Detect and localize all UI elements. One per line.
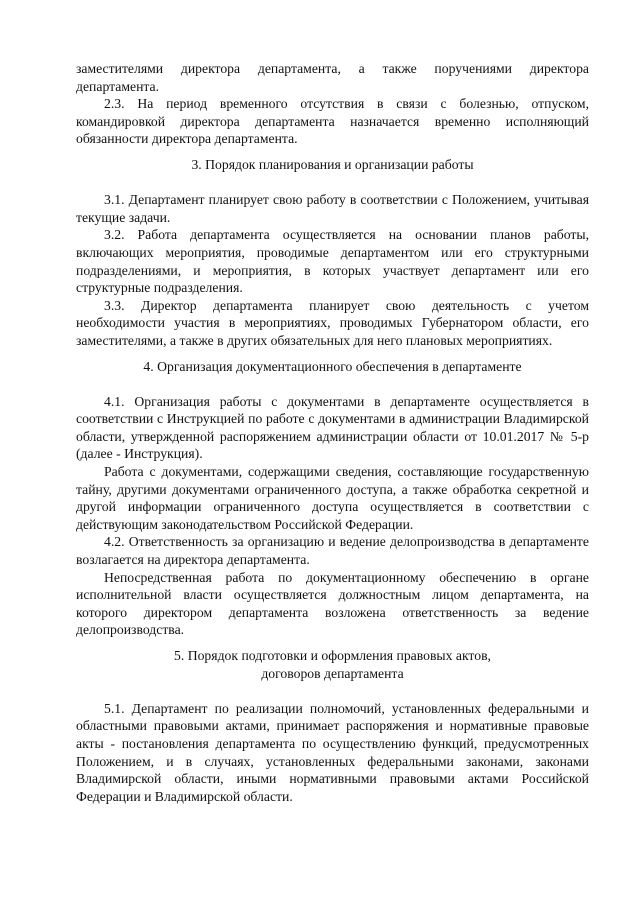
paragraph-3-2: 3.2. Работа департамента осуществляется на основании планов работы, включающих мероприятия, проводимые департаментом или его структурными подразделениями, и мероприятия, в которых участвует департамент или его структурные подразделения.	[76, 227, 589, 296]
spacer	[76, 682, 589, 700]
spacer	[76, 350, 589, 358]
paragraph-3-1: 3.1. Департамент планирует свою работу в соответствии с Положением, учитывая текущие задачи.	[76, 192, 589, 225]
spacer	[76, 148, 589, 156]
paragraph-4-2-responsible: Непосредственная работа по документационному обеспечению в органе исполнительной власти осуществляется должностным лицом департамента, на которого директором департамента возложена ответственность за ведение делопроизводства.	[76, 569, 589, 638]
spacer	[76, 375, 589, 393]
section-4-heading: 4. Организация документационного обеспечения в департаменте	[143, 358, 522, 374]
section-3-heading: 3. Порядок планирования и организации работы	[191, 156, 474, 172]
section-5-heading-line-1: 5. Порядок подготовки и оформления правовых актов,	[174, 648, 491, 663]
paragraph-2-3: 2.3. На период временного отсутствия в связи с болезнью, отпуском, командировкой директора департамента назначается временно исполняющий обязанности директора департамента.	[76, 96, 589, 147]
spacer	[76, 639, 589, 647]
spacer	[76, 174, 589, 192]
paragraph-5-1: 5.1. Департамент по реализации полномочий, установленных федеральными и областными правовыми актами, принимает распоряжения и нормативные правовые акты - постановления департамента по осуществлению функций, предусмотренных Положением, и в случаях, установленных федеральными законами, законами Владимирской области, иными нормативными правовыми актами Российской Федерации и Владимирской области.	[76, 700, 589, 804]
paragraph-4-1-secret-docs: Работа с документами, содержащими сведения, составляющие государственную тайну, другими документами ограниченного доступа, а также обработка секретной и другой информации ограниченного доступа осуществляется в соответствии с действующим законодательством Российской Федерации.	[76, 464, 589, 532]
paragraph-4-1: 4.1. Организация работы с документами в департаменте осуществляется в соответствии с Инструкцией по работе с документами в администрации Владимирской области, утвержденной распоряжением администрации области от 10.01.2017 № 5-р (далее - Инструкция).	[76, 393, 589, 462]
paragraph-2-2-continuation: заместителями директора департамента, а также поручениями директора департамента.	[76, 61, 589, 94]
section-5-heading-line-2: договоров департамента	[261, 665, 404, 681]
paragraph-3-3: 3.3. Директор департамента планирует свою деятельность с учетом необходимости участия в мероприятиях, проводимых Губернатором области, его заместителями, а также в других обязательных для него плановых мероприятиях.	[76, 297, 589, 348]
paragraph-4-2: 4.2. Ответственность за организацию и ведение делопроизводства в департаменте возлагается на директора департамента.	[76, 534, 589, 568]
